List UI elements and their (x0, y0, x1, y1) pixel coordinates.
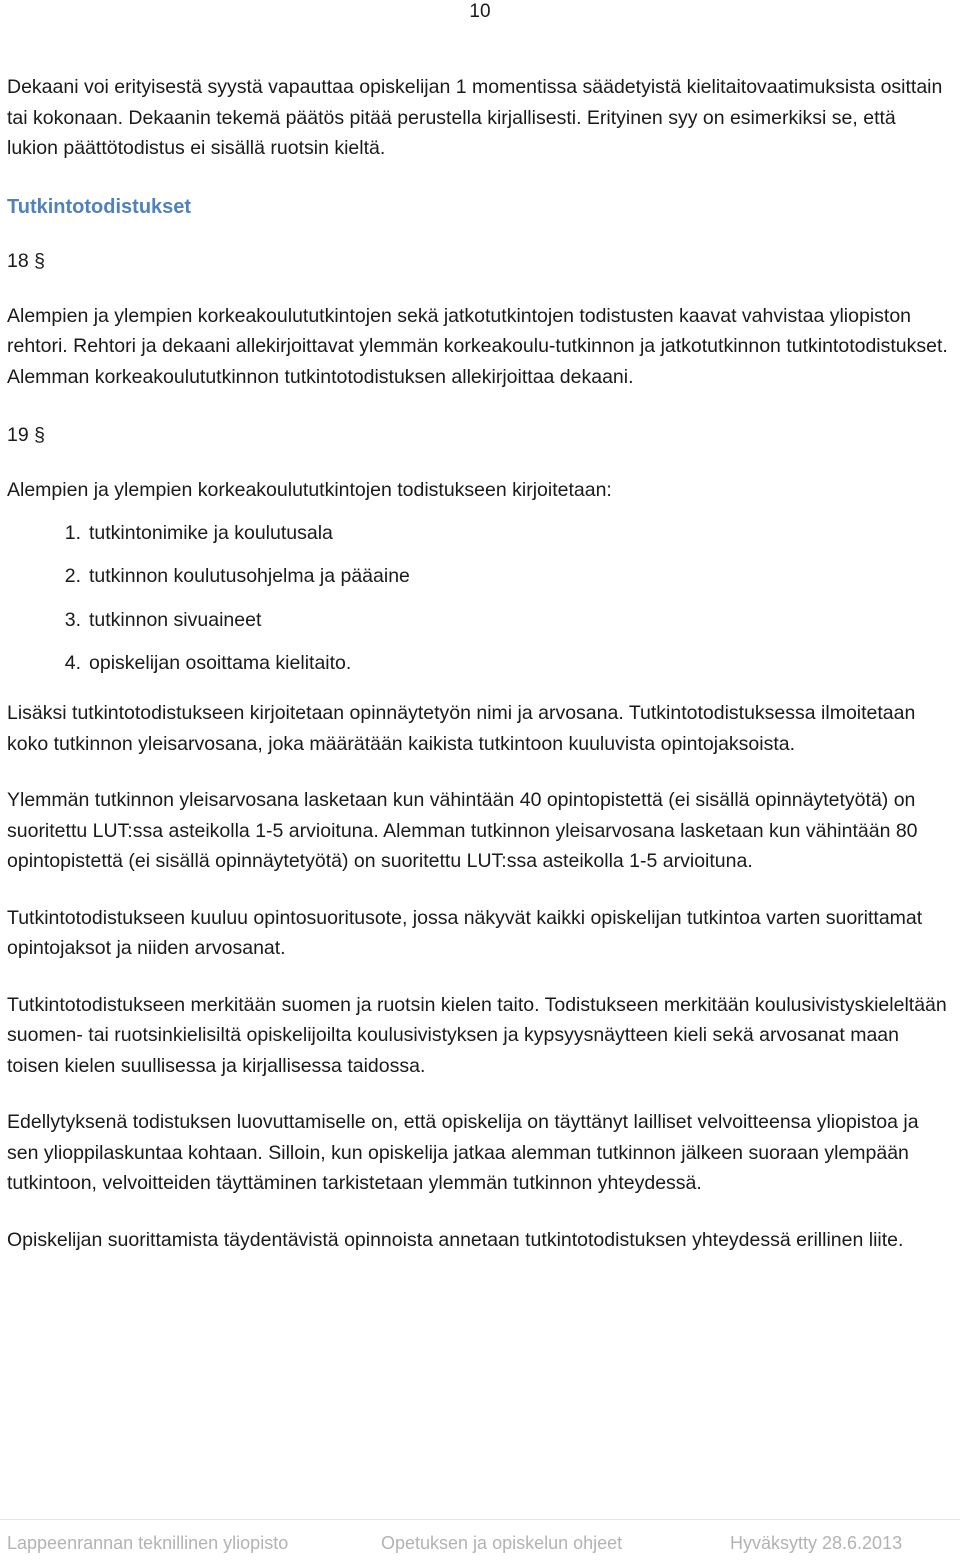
paragraph-obligations: Edellytyksenä todistuksen luovuttamiselle on, että opiskelija on täyttänyt lailliset velvoitteensa yliopistoa ja sen ylioppilaskuntaa kohtaan. Silloin, kun opiskelija jatkaa alemman tutkinnon jälkeen suoraan ylempään tutkintoon, velvoitteiden täyttäminen tarkistetaan ylemmän tutkinnon yhteydessä. (7, 1111, 919, 1194)
intro-paragraph: Dekaani voi erityisestä syystä vapauttaa opiskelijan 1 momentissa säädetyistä kielitaitovaatimuksista osittain tai kokonaan. Dekaanin tekemä päätös pitää perustella kirjallisesti. Erityinen syy on esimerkiksi se, että lukion päättötodistus ei sisällä ruotsin kieltä. (7, 76, 943, 159)
paragraph-thesis-grade: Lisäksi tutkintotodistukseen kirjoitetaan opinnäytetyön nimi ja arvosana. Tutkintotodistuksessa ilmoitetaan koko tutkinnon yleisarvosana, joka määrätään kaikista tutkintoon kuuluvista opintojaksoista. (7, 702, 916, 755)
list-item-number: 4. (64, 652, 81, 674)
list-item-number: 3. (64, 608, 81, 631)
section-19-mark: 19 § (7, 424, 45, 446)
list-item-text: tutkinnon sivuaineet (89, 608, 262, 631)
paragraph-transcript: Tutkintotodistukseen kuuluu opintosuoritusote, jossa näkyvät kaikki opiskelijan tutkintoa varten suorittamat opintojaksot ja niiden arvosanat. (7, 906, 923, 959)
list-item (7, 518, 952, 548)
certificate-contents-list (7, 518, 952, 679)
footer-university: Lappeenrannan teknillinen yliopisto (7, 1533, 289, 1553)
section-18-mark: 18 § (7, 249, 45, 272)
section-heading: Tutkintotodistukset (7, 195, 192, 218)
footer-divider (0, 1519, 960, 1520)
section-19-lead: Alempien ja ylempien korkeakoulututkintojen todistukseen kirjoitetaan: (7, 479, 612, 501)
footer-approval-date: Hyväksytty 28.6.2013 (730, 1533, 903, 1553)
page-number: 10 (469, 1, 491, 22)
paragraph-supplementary-studies: Opiskelijan suorittamista täydentävistä opinnoista annetaan tutkintotodistuksen yhteydessä erillinen liite. (7, 1228, 904, 1251)
list-item (7, 605, 952, 635)
paragraph-overall-grade: Ylemmän tutkinnon yleisarvosana lasketaan kun vähintään 40 opintopistettä (ei sisällä opinnäytetyötä) on suoritettu LUT:ssa asteikolla 1-5 arvioituna. Alemman tutkinnon yleisarvosana lasketaan kun vähintään 80 opintopistettä (ei sisällä opinnäytetyötä) on suoritettu LUT:ssa asteikolla 1-5 arvioituna. (7, 789, 918, 872)
list-item-number: 2. (64, 565, 81, 587)
list-item (7, 648, 952, 678)
list-item-number: 1. (64, 521, 81, 544)
footer-document-title: Opetuksen ja opiskelun ohjeet (381, 1533, 623, 1553)
list-item-text: opiskelijan osoittama kielitaito. (89, 652, 352, 674)
paragraph-language-skills: Tutkintotodistukseen merkitään suomen ja ruotsin kielen taito. Todistukseen merkitään koulusivistyskieleltään suomen- tai ruotsinkielisiltä opiskelijoilta koulusivistyksen ja kypsyysnäytteen kieli sekä arvosanat maan toisen kielen suullisessa ja kirjallisessa taidossa. (7, 993, 947, 1077)
list-item (7, 561, 952, 591)
document-body (7, 72, 952, 1255)
list-item-text: tutkintonimike ja koulutusala (89, 521, 333, 544)
list-item-text: tutkinnon koulutusohjelma ja pääaine (89, 565, 410, 587)
section-18-paragraph: Alempien ja ylempien korkeakoulututkintojen sekä jatkotutkintojen todistusten kaavat vahvistaa yliopiston rehtori. Rehtori ja dekaani allekirjoittavat ylemmän korkeakoulu-tutkinnon ja jatkotutkinnon tutkintotodistukset. Alemman korkeakoulututkinnon tutkintotodistuksen allekirjoittaa dekaani. (7, 304, 948, 388)
